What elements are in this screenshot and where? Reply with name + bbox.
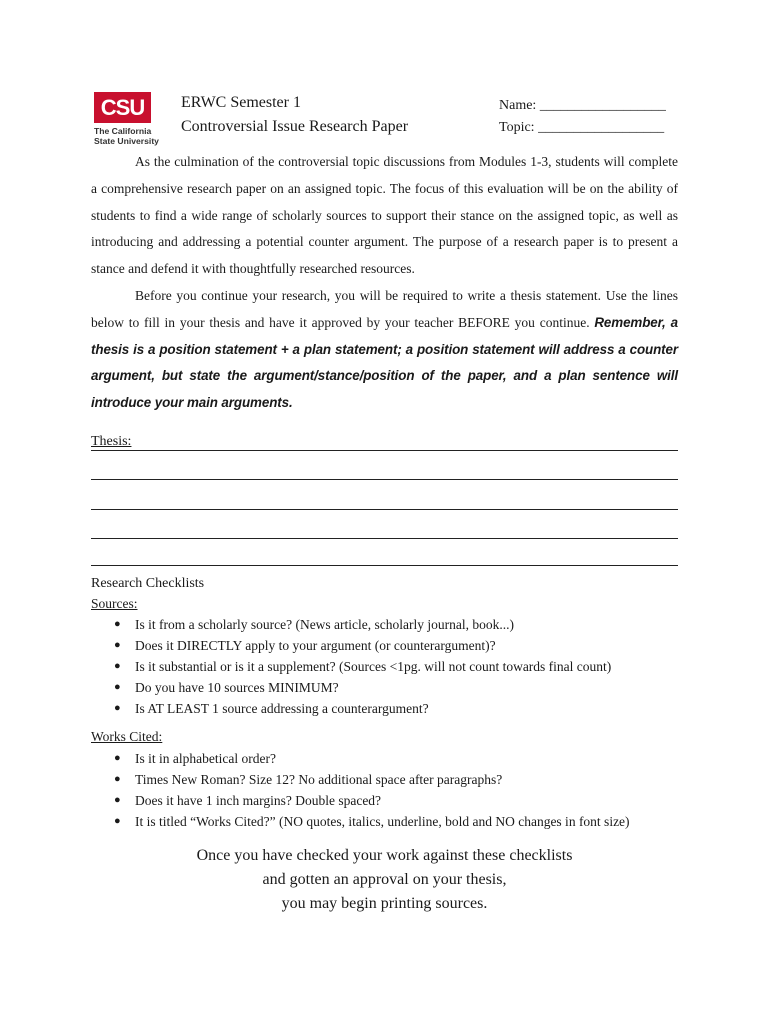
logo-line-1: The California [94, 126, 152, 136]
list-item: ● Is it from a scholarly source? (News article, scholarly journal, book...) [91, 614, 611, 635]
thesis-instructions [91, 283, 678, 417]
document-header [181, 91, 408, 139]
csu-logo-text [94, 126, 159, 146]
list-item: ● Does it have 1 inch margins? Double spaced? [91, 790, 630, 811]
topic-label: Topic: [499, 120, 535, 135]
closing-line-1: Once you have checked your work against these checklists [196, 847, 573, 864]
bullet-icon: ● [114, 618, 121, 630]
bullet-icon: ● [114, 773, 121, 785]
bullet-icon: ● [114, 752, 121, 764]
topic-blank[interactable]: __________________ [538, 120, 665, 135]
sources-label: Sources: [91, 596, 138, 611]
list-item: ● Is AT LEAST 1 source addressing a counterargument? [91, 698, 611, 719]
sources-checklist [91, 614, 611, 719]
list-item: ● Is it in alphabetical order? [91, 748, 630, 769]
logo-line-2: State University [94, 136, 159, 146]
thesis-line-5[interactable] [91, 565, 678, 566]
works-cited-checklist [91, 748, 630, 832]
checklists-title: Research Checklists [91, 576, 205, 591]
bullet-icon: ● [114, 702, 121, 714]
thesis-reminder: Remember, a thesis is a position statement + a plan statement; a position statement will address a counter argument, but state the argument/stance/position of the paper, and a plan sentence will introduce your main arguments. [91, 314, 679, 411]
closing-line-3: you may begin printing sources. [281, 895, 488, 912]
thesis-line-3[interactable] [91, 509, 678, 510]
closing-note [91, 844, 678, 916]
bullet-icon: ● [114, 660, 121, 672]
topic-field[interactable] [499, 116, 666, 140]
list-item: ● Is it substantial or is it a supplement? (Sources <1pg. will not count towards final count) [91, 656, 611, 677]
name-label: Name: [499, 98, 537, 113]
assignment-title: Controversial Issue Research Paper [181, 118, 409, 135]
works-cited-label: Works Cited: [91, 729, 163, 744]
name-blank[interactable]: __________________ [539, 98, 666, 113]
student-fields [499, 94, 666, 140]
bullet-icon: ● [114, 815, 121, 827]
thesis-label: Thesis: [91, 434, 132, 449]
thesis-instructions-text: Before you continue your research, you will be required to write a thesis statement. Use the lines below to fill in your thesis and have it approved by your teacher BEFORE you continue. [91, 288, 678, 330]
csu-logo [94, 92, 159, 146]
name-field[interactable] [499, 94, 666, 118]
bullet-icon: ● [114, 639, 121, 651]
intro-paragraph: As the culmination of the controversial topic discussions from Modules 1-3, students will complete a comprehensive research paper on an assigned topic. The focus of this evaluation will be on the ability of students to find a wide range of scholarly sources to support their stance on the assigned topic, as well as introducing and addressing a potential counter argument. The purpose of a research paper is to present a stance and defend it with thoughtfully researched resources. [91, 154, 678, 277]
bullet-icon: ● [114, 681, 121, 693]
bullet-icon: ● [114, 794, 121, 806]
closing-line-2: and gotten an approval on your thesis, [262, 871, 507, 888]
list-item: ● Do you have 10 sources MINIMUM? [91, 677, 611, 698]
thesis-line-2[interactable] [91, 479, 678, 480]
course-title: ERWC Semester 1 [181, 94, 301, 111]
csu-logo-mark: CSU [94, 92, 151, 123]
thesis-line-4[interactable] [91, 538, 678, 539]
list-item: ● Does it DIRECTLY apply to your argument (or counterargument)? [91, 635, 611, 656]
list-item: ● Times New Roman? Size 12? No additional space after paragraphs? [91, 769, 630, 790]
thesis-line-1[interactable] [91, 450, 678, 451]
list-item: ● It is titled “Works Cited?” (NO quotes, italics, underline, bold and NO changes in font size) [91, 811, 630, 832]
